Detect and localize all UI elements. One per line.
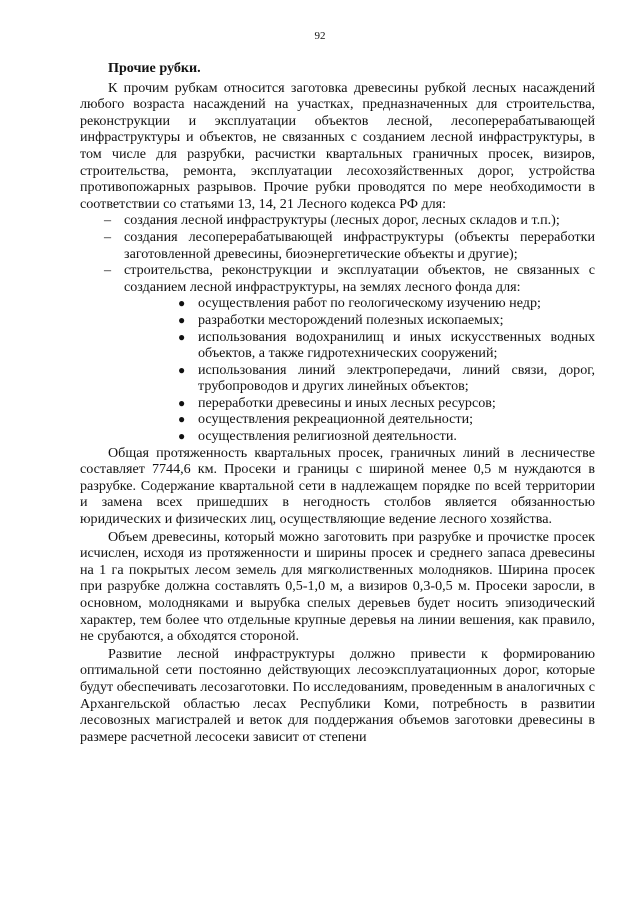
bullet-list-item (178, 411, 595, 428)
document-body (80, 60, 595, 745)
page-number: 92 (314, 30, 326, 42)
bullet-icon: ● (178, 395, 186, 410)
body-paragraph: Объем древесины, который можно заготовить при разрубке и прочистке просек исчислен, исходя из протяженности и ширины просек и среднего запаса древесины на 1 га покрытых лесом земель для мягколиственных молодняков. Ширина просек при разрубке должна составлять 0,5-1,0 м, а визиров 0,3-0,5 м. Просеки заросли, в основном, молодняками и вырубка спелых деревьев будет носить эпизодический характер, тем более что отдельные крупные деревья на линии вешения, как правило, не срубаются, а обходятся стороной. (80, 528, 595, 645)
dash-marker: – (104, 228, 112, 245)
bullet-list-item (178, 361, 595, 395)
bullet-list-item (178, 394, 595, 412)
bullet-item-text: осуществления работ по геологическому изучению недр; (198, 295, 541, 312)
body-paragraph: Развитие лесной инфраструктуры должно привести к формированию оптимальной сети постоянно действующих лесоэксплуатационных дорог, которые будут обеспечивать лесозаготовки. По исследованиям, проведенным в аналогичных с Архангельской областью лесах Республики Коми, потребность в развитии лесовозных магистралей и веток для поддержания объемов заготовки древесины в размере расчетной лесосеки зависит от степени (80, 645, 595, 745)
bullet-list (80, 295, 595, 444)
dash-marker: – (104, 212, 112, 229)
bullet-item-text: использования водохранилищ и иных искусственных водных объектов, а также гидротехнических сооружений; (198, 328, 595, 362)
bullet-list-item (178, 311, 595, 329)
bullet-item-text: использования линий электропередачи, линий связи, дорог, трубопроводов и других линейных объектов; (198, 361, 595, 395)
dash-list (80, 212, 595, 295)
bullet-list-item (178, 328, 595, 362)
dash-item-text: строительства, реконструкции и эксплуатации объектов, не связанных с созданием лесной инфраструктуры, на землях лесного фонда для: (124, 262, 595, 295)
bullet-icon: ● (178, 296, 186, 311)
bullet-icon: ● (178, 312, 186, 327)
bullet-icon: ● (178, 429, 186, 444)
dash-item-text: создания лесной инфраструктуры (лесных дорог, лесных складов и т.п.); (124, 212, 560, 229)
dash-item-text: создания лесоперерабатывающей инфраструктуры (объекты переработки заготовленной древесины, биоэнергетические объекты и другие); (124, 228, 595, 262)
dash-marker: – (104, 262, 112, 279)
bullet-icon: ● (178, 362, 186, 377)
body-paragraph: Общая протяженность квартальных просек, граничных линий в лесничестве составляет 7744,6 км. Просеки и границы с шириной менее 0,5 м нуждаются в разрубке. Содержание квартальной сети в надлежащем порядке по всей территории и замена всех пришедших в негодность столбов является обязанностью юридических и физических лиц, осуществляющие ведение лесного хозяйства. (80, 444, 595, 528)
bullet-list-item (178, 295, 595, 312)
bullet-icon: ● (178, 412, 186, 427)
bullet-item-text: разработки месторождений полезных ископаемых; (198, 311, 504, 328)
dash-list-item (104, 228, 595, 262)
bullet-item-text: осуществления религиозной деятельности. (198, 428, 457, 445)
intro-paragraph: К прочим рубкам относится заготовка древесины рубкой лесных насаждений любого возраста насаждений на участках, предназначенных для строительства, реконструкции и эксплуатации объектов лесной, лесоперерабатывающей инфраструктуры и объектов, не связанных с созданием лесной инфраструктуры, в том числе для разрубки, расчистки квартальных граничных просек, визиров, строительства, ремонта, эксплуатации лесохозяйственных дорог, устройства противопожарных разрывов. Прочие рубки проводятся по мере необходимости в соответствии со статьями 13, 14, 21 Лесного кодекса РФ для: (80, 79, 595, 212)
dash-list-item (104, 212, 595, 229)
bullet-item-text: осуществления рекреационной деятельности; (198, 411, 474, 428)
dash-list-item (104, 262, 595, 295)
bullet-icon: ● (178, 329, 186, 344)
bullet-list-item (178, 428, 595, 445)
section-heading: Прочие рубки. (108, 60, 201, 76)
bullet-item-text: переработки древесины и иных лесных ресурсов; (198, 394, 496, 411)
